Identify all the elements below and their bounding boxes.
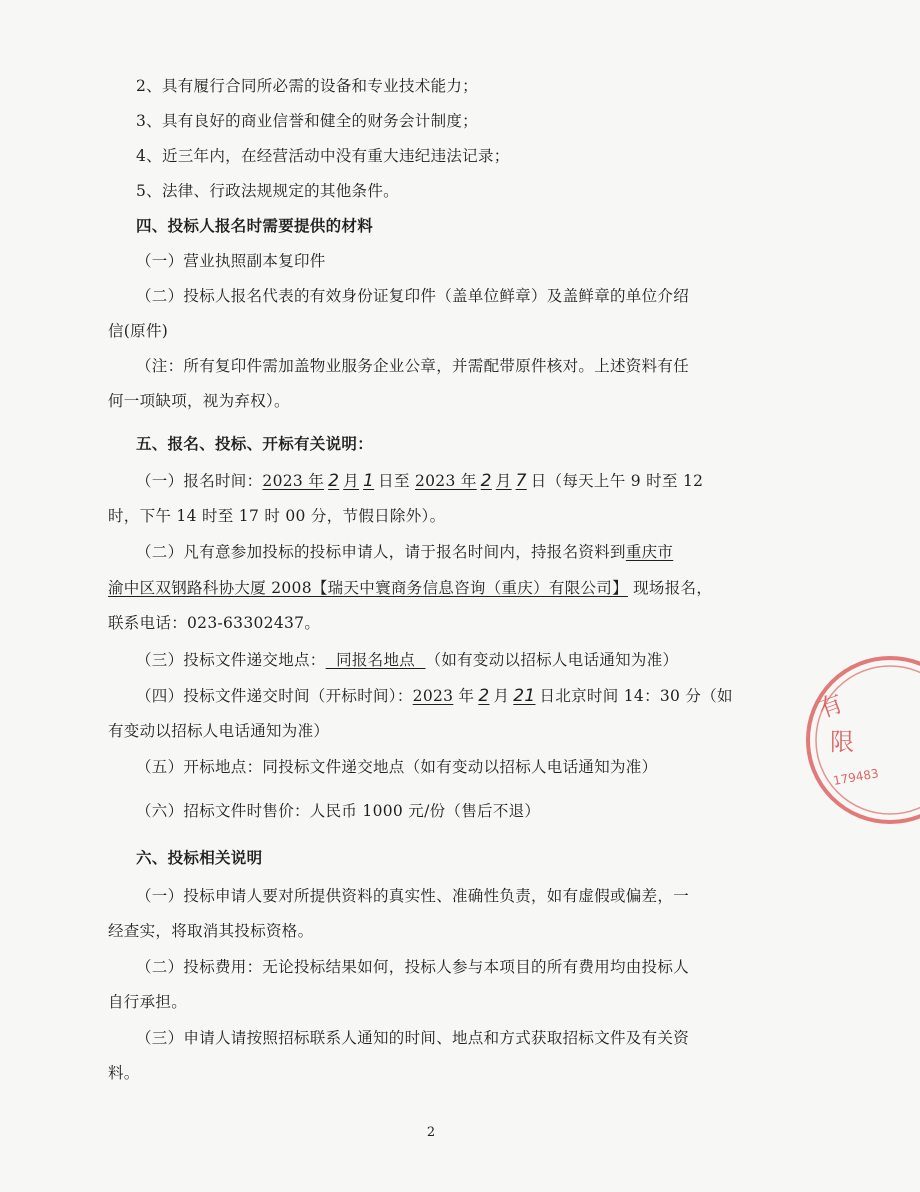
end-day: 7 [515, 471, 527, 491]
section-5-item-5: （五）开标地点：同投标文件递交地点（如有变动以招标人电话通知为准） [136, 758, 658, 776]
section-4-item-2-cont: 信(原件) [108, 322, 169, 340]
section-4-note-cont: 何一项缺项，视为弃权）。 [108, 392, 290, 410]
onsite-registration: 现场报名， [627, 579, 713, 597]
apply-instruction: （二）凡有意参加投标的投标申请人，请于报名时间内，持报名资料到 [136, 543, 626, 561]
start-year: 2023 年 [262, 472, 325, 490]
submission-day: 21 [513, 686, 536, 706]
section-5-item-2-cont [108, 578, 758, 598]
section-5-item-1-cont: 时，下午 14 时至 17 时 00 分，节假日除外）。 [108, 507, 446, 525]
submission-time-label: （四）投标文件递交时间（开标时间）： [136, 687, 413, 705]
section-6-item-1: （一）投标申请人要对所提供资料的真实性、准确性负责，如有虚假或偏差，一 [136, 887, 690, 905]
address-part-2: 渝中区双钢路科协大厦 2008【瑞天中寰商务信息咨询（重庆）有限公司】 [108, 579, 628, 597]
section-6-item-3: （三）申请人请按照招标联系人通知的时间、地点和方式获取招标文件及有关资 [136, 1029, 690, 1047]
submission-place: 同报名地点 [325, 651, 426, 669]
section-5-heading: 五、报名、投标、开标有关说明： [136, 434, 374, 453]
end-year: 2023 年 [414, 472, 477, 490]
submission-year: 2023 [412, 687, 454, 705]
section-4-item-1: （一）营业执照副本复印件 [136, 252, 326, 270]
section-5-item-4-cont: 有变动以招标人电话通知为准） [108, 722, 330, 740]
registration-time-label: （一）报名时间： [136, 472, 263, 490]
start-day: 1 [363, 471, 375, 491]
section-5-item-4 [136, 686, 758, 706]
svg-text:179483: 179483 [832, 766, 880, 788]
submission-time: 日北京时间 14：30 分（如 [539, 687, 733, 705]
company-seal [800, 640, 920, 840]
section-6-heading: 六、投标相关说明 [136, 848, 263, 867]
section-6-item-2: （二）投标费用：无论投标结果如何，投标人参与本项目的所有费用均由投标人 [136, 958, 690, 976]
submission-place-note: （如有变动以招标人电话通知为准） [425, 651, 679, 669]
submission-month: 2 [478, 686, 490, 706]
range-joiner: 日至 [378, 472, 415, 490]
start-month: 2 [328, 471, 340, 491]
submission-place-label: （三）投标文件递交地点： [136, 651, 326, 669]
section-4-note: （注：所有复印件需加盖物业服务企业公章，并需配带原件核对。上述资料有任 [136, 357, 690, 375]
contact-phone: 联系电话：023-63302437。 [108, 614, 321, 632]
month-unit: 月 [343, 472, 360, 490]
condition-2: 2、具有履行合同所必需的设备和专业技术能力； [136, 77, 478, 95]
section-5-item-3 [136, 650, 758, 670]
section-6-item-3-cont: 料。 [108, 1064, 140, 1082]
section-4-heading: 四、投标人报名时需要提供的材料 [136, 216, 374, 235]
section-5-item-2 [136, 542, 758, 562]
section-6-item-1-cont: 经查实，将取消其投标资格。 [108, 922, 314, 940]
section-5-item-6: （六）招标文件时售价：人民币 1000 元/份（售后不退） [136, 802, 541, 820]
address-part-1: 重庆市 [625, 543, 674, 561]
end-month: 2 [480, 471, 492, 491]
svg-text:有: 有 [814, 689, 847, 724]
svg-text:限: 限 [830, 728, 854, 756]
page-number: 2 [426, 1125, 436, 1140]
month-unit-2: 月 [495, 472, 512, 490]
month-unit-3: 月 [493, 687, 510, 705]
section-6-item-2-cont: 自行承担。 [108, 993, 188, 1011]
condition-5: 5、法律、行政法规规定的其他条件。 [136, 182, 399, 200]
daily-hours: 日（每天上午 9 时至 12 [530, 472, 704, 490]
condition-3: 3、具有良好的商业信誉和健全的财务会计制度； [136, 112, 478, 130]
condition-4: 4、近三年内，在经营活动中没有重大违纪违法记录； [136, 147, 510, 165]
section-4-item-2: （二）投标人报名代表的有效身份证复印件（盖单位鲜章）及盖鲜章的单位介绍 [136, 287, 690, 305]
year-unit: 年 [453, 687, 475, 705]
section-5-item-1 [136, 471, 758, 491]
